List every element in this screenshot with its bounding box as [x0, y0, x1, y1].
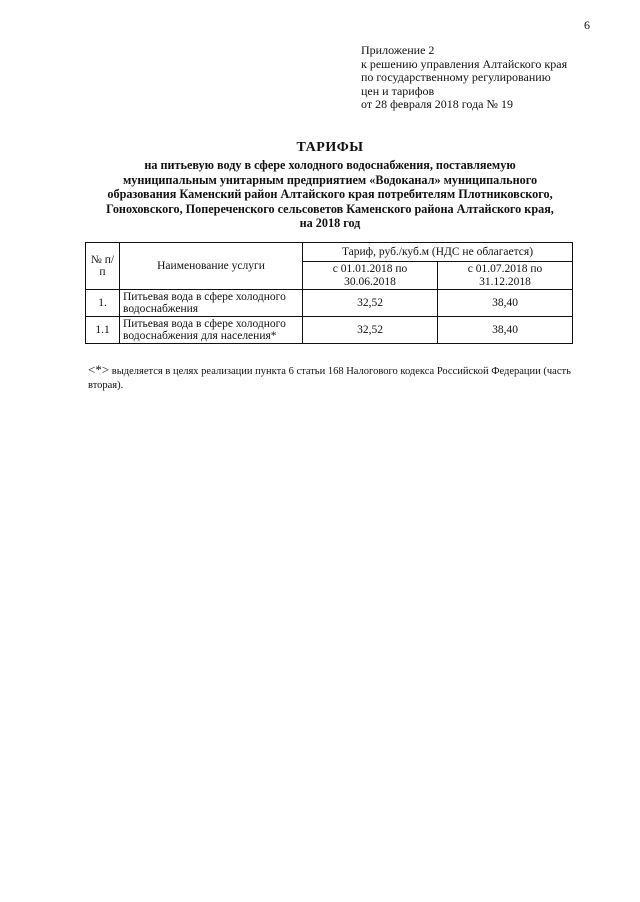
row-tariff-period-1: 32,52: [303, 290, 438, 317]
footnote: [88, 363, 588, 393]
annex-line: Приложение 2: [361, 43, 435, 57]
annex-line: от 28 февраля 2018 года № 19: [361, 97, 513, 112]
header-period-2: с 01.07.2018 по 31.12.2018: [438, 262, 573, 290]
document-title: [70, 140, 590, 231]
annex-reference: [361, 44, 611, 112]
row-number: 1.: [86, 290, 120, 317]
header-service-name: Наименование услуги: [120, 243, 303, 290]
title-line: на питьевую воду в сфере холодного водоснабжения, поставляемую: [144, 158, 516, 172]
footnote-mark: <*>: [88, 362, 110, 377]
title-main: ТАРИФЫ: [296, 140, 364, 155]
row-service-name: Питьевая вода в сфере холодного водоснабжения: [120, 290, 303, 317]
tariff-table: [85, 242, 573, 344]
annex-line: по государственному регулированию: [361, 70, 551, 85]
table-row: [86, 290, 573, 317]
header-period-1: с 01.01.2018 по 30.06.2018: [303, 262, 438, 290]
title-line: Гоноховского, Попереченского сельсоветов Каменского района Алтайского края,: [106, 201, 554, 216]
page-number: 6: [584, 18, 590, 32]
header-tariff: Тариф, руб./куб.м (НДС не облагается): [303, 243, 573, 262]
annex-line: цен и тарифов: [361, 83, 435, 98]
table-row: [86, 317, 573, 344]
row-tariff-period-1: 32,52: [303, 317, 438, 344]
footnote-text: выделяется в целях реализации пункта 6 статьи 168 Налогового кодекса Российской Федерации (часть вторая).: [88, 366, 571, 391]
title-line: образования Каменский район Алтайского края потребителям Плотниковского,: [107, 187, 553, 202]
row-service-name: Питьевая вода в сфере холодного водоснабжения для населения*: [120, 317, 303, 344]
header-number: № п/п: [86, 243, 120, 290]
title-line: муниципальным унитарным предприятием «Водоканал» муниципального: [122, 172, 538, 187]
annex-line: к решению управления Алтайского края: [361, 56, 568, 71]
title-line: на 2018 год: [299, 216, 361, 231]
row-tariff-period-2: 38,40: [438, 317, 573, 344]
row-number: 1.1: [86, 317, 120, 344]
row-tariff-period-2: 38,40: [438, 290, 573, 317]
